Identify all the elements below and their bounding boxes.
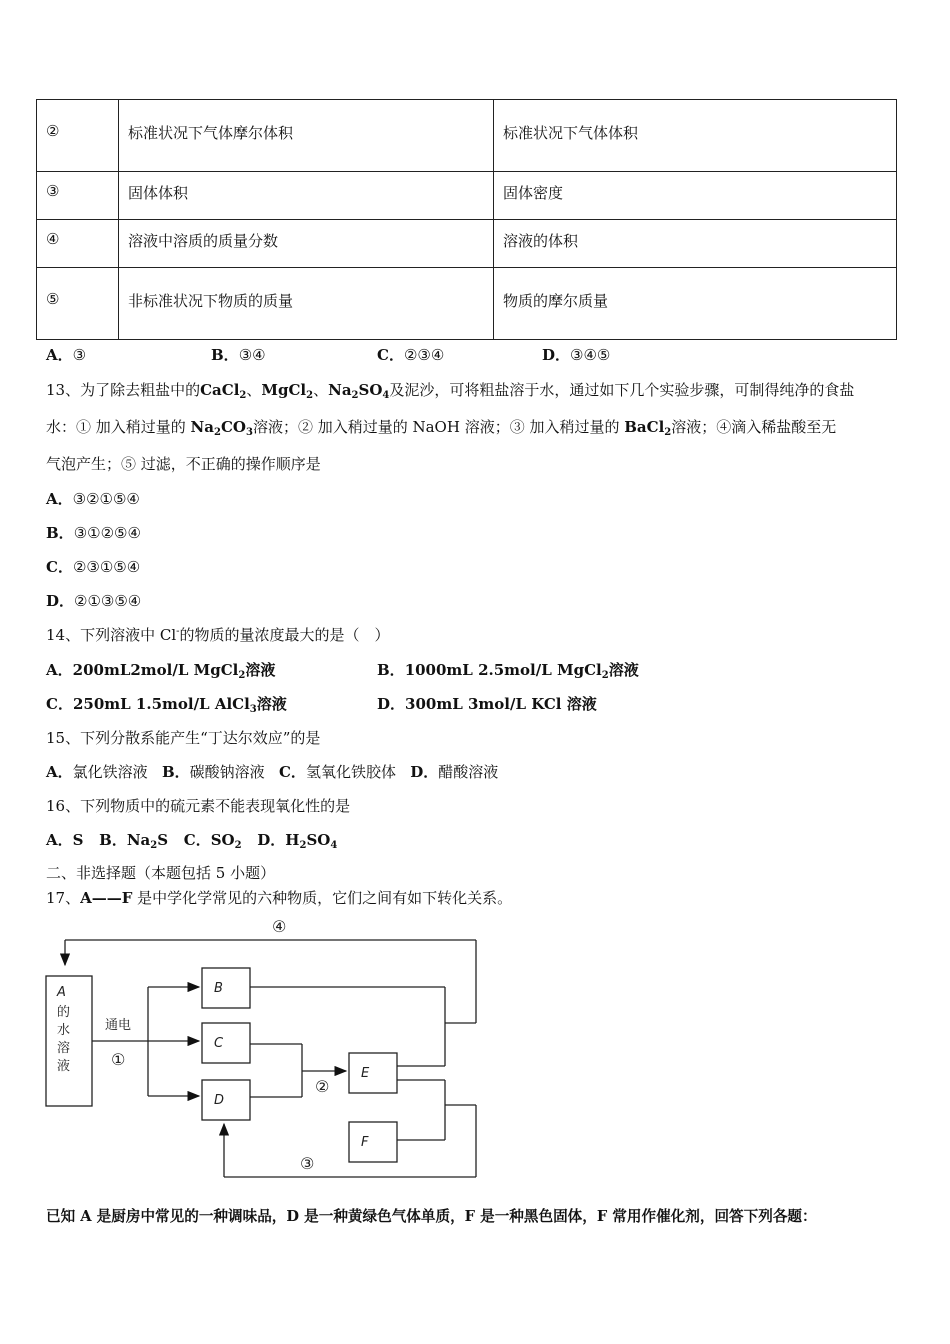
label-b: B bbox=[214, 981, 223, 996]
row-quantity-1: 非标准状况下物质的质量 bbox=[119, 268, 494, 340]
label-step-4: ④ bbox=[272, 917, 287, 936]
label-f: F bbox=[361, 1135, 369, 1150]
q12-option-c: C．②③④ bbox=[377, 346, 445, 364]
label-step-2: ② bbox=[315, 1077, 330, 1096]
q14-option-d: D．300mL 3mol/L KCl 溶液 bbox=[377, 695, 597, 713]
q17-question: 17、A——F 是中学化学常见的六种物质，它们之间有如下转化关系。 bbox=[46, 889, 513, 907]
q12-option-b: B．③④ bbox=[211, 346, 266, 364]
row-quantity-2: 物质的摩尔质量 bbox=[494, 268, 897, 340]
label-electrolysis: 通电 bbox=[105, 1018, 132, 1033]
box-e bbox=[349, 1053, 397, 1093]
row-quantity-1: 溶液中溶质的质量分数 bbox=[119, 220, 494, 268]
section-heading: 二、非选择题（本题包括 5 小题） bbox=[46, 864, 276, 882]
q14-option-c: C．250mL 1.5mol/L AlCl$_3$溶液 bbox=[46, 695, 287, 715]
label-step-1: ① bbox=[111, 1050, 126, 1069]
q16-question: 16、下列物质中的硫元素不能表现氧化性的是 bbox=[46, 797, 351, 815]
q15-question: 15、下列分散系能产生“丁达尔效应”的是 bbox=[46, 729, 321, 747]
label-step-3: ③ bbox=[300, 1154, 315, 1173]
row-number: ③ bbox=[37, 172, 119, 220]
row-number: ⑤ bbox=[37, 268, 119, 340]
row-number: ④ bbox=[37, 220, 119, 268]
q15-options: A．氯化铁溶液 B．碳酸钠溶液 C．氢氧化铁胶体 D．醋酸溶液 bbox=[46, 763, 499, 781]
row-quantity-2: 固体密度 bbox=[494, 172, 897, 220]
row-quantity-2: 标准状况下气体体积 bbox=[494, 100, 897, 172]
label-e: E bbox=[361, 1066, 370, 1081]
box-f bbox=[349, 1122, 397, 1162]
q13-line-3: 气泡产生；⑤ 过滤，不正确的操作顺序是 bbox=[46, 455, 321, 473]
q14-question: 14、下列溶液中 Cl-的物质的量浓度最大的是（ ） bbox=[46, 626, 390, 644]
q13-line-2: 水：① 加入稍过量的 $Na_2CO_3$溶液；② 加入稍过量的 NaOH 溶液；③ 加入稍过量的 BaCl$_2$溶液；④滴入稀盐酸至无 bbox=[46, 418, 837, 438]
label-a-char: 的 bbox=[57, 1005, 71, 1020]
q17-given-info: 已知 A 是厨房中常见的一种调味品，D 是一种黄绿色气体单质，F 是一种黑色固体，F 常用作催化剂，回答下列各题： bbox=[46, 1208, 817, 1225]
label-a: A bbox=[57, 985, 66, 1000]
box-b bbox=[202, 968, 250, 1008]
box-d bbox=[202, 1080, 250, 1120]
label-a-char: 溶 bbox=[57, 1041, 71, 1056]
label-a-char: 水 bbox=[57, 1023, 71, 1038]
label-c: C bbox=[214, 1036, 224, 1051]
label-a-char: 液 bbox=[57, 1059, 71, 1074]
label-d: D bbox=[214, 1093, 225, 1108]
q16-options: A．S B．$Na_2S$ C．$SO_2$ D．$H_2SO_4$ bbox=[46, 831, 338, 851]
q12-option-a: A．③ bbox=[46, 346, 87, 364]
row-quantity-1: 固体体积 bbox=[119, 172, 494, 220]
q14-option-b: B．1000mL 2.5mol/L MgCl$_2$溶液 bbox=[377, 661, 639, 681]
q13-line-1: 13、为了除去粗盐中的CaCl$_2$、MgCl$_2$、$Na_2SO_4$及泥沙，可将粗盐溶于水，通过如下几个实验步骤，可制得纯净的食盐 bbox=[46, 381, 855, 401]
row-quantity-1: 标准状况下气体摩尔体积 bbox=[119, 100, 494, 172]
q14-option-a: A．200mL2mol/L MgCl$_2$溶液 bbox=[46, 661, 276, 681]
q13-option-d: D．②①③⑤④ bbox=[46, 592, 142, 610]
box-c bbox=[202, 1023, 250, 1063]
row-quantity-2: 溶液的体积 bbox=[494, 220, 897, 268]
q12-option-d: D．③④⑤ bbox=[542, 346, 611, 364]
q13-option-a: A．③②①⑤④ bbox=[46, 490, 140, 508]
q13-option-b: B．③①②⑤④ bbox=[46, 524, 141, 542]
q13-option-c: C．②③①⑤④ bbox=[46, 558, 141, 576]
row-number: ② bbox=[37, 100, 119, 172]
